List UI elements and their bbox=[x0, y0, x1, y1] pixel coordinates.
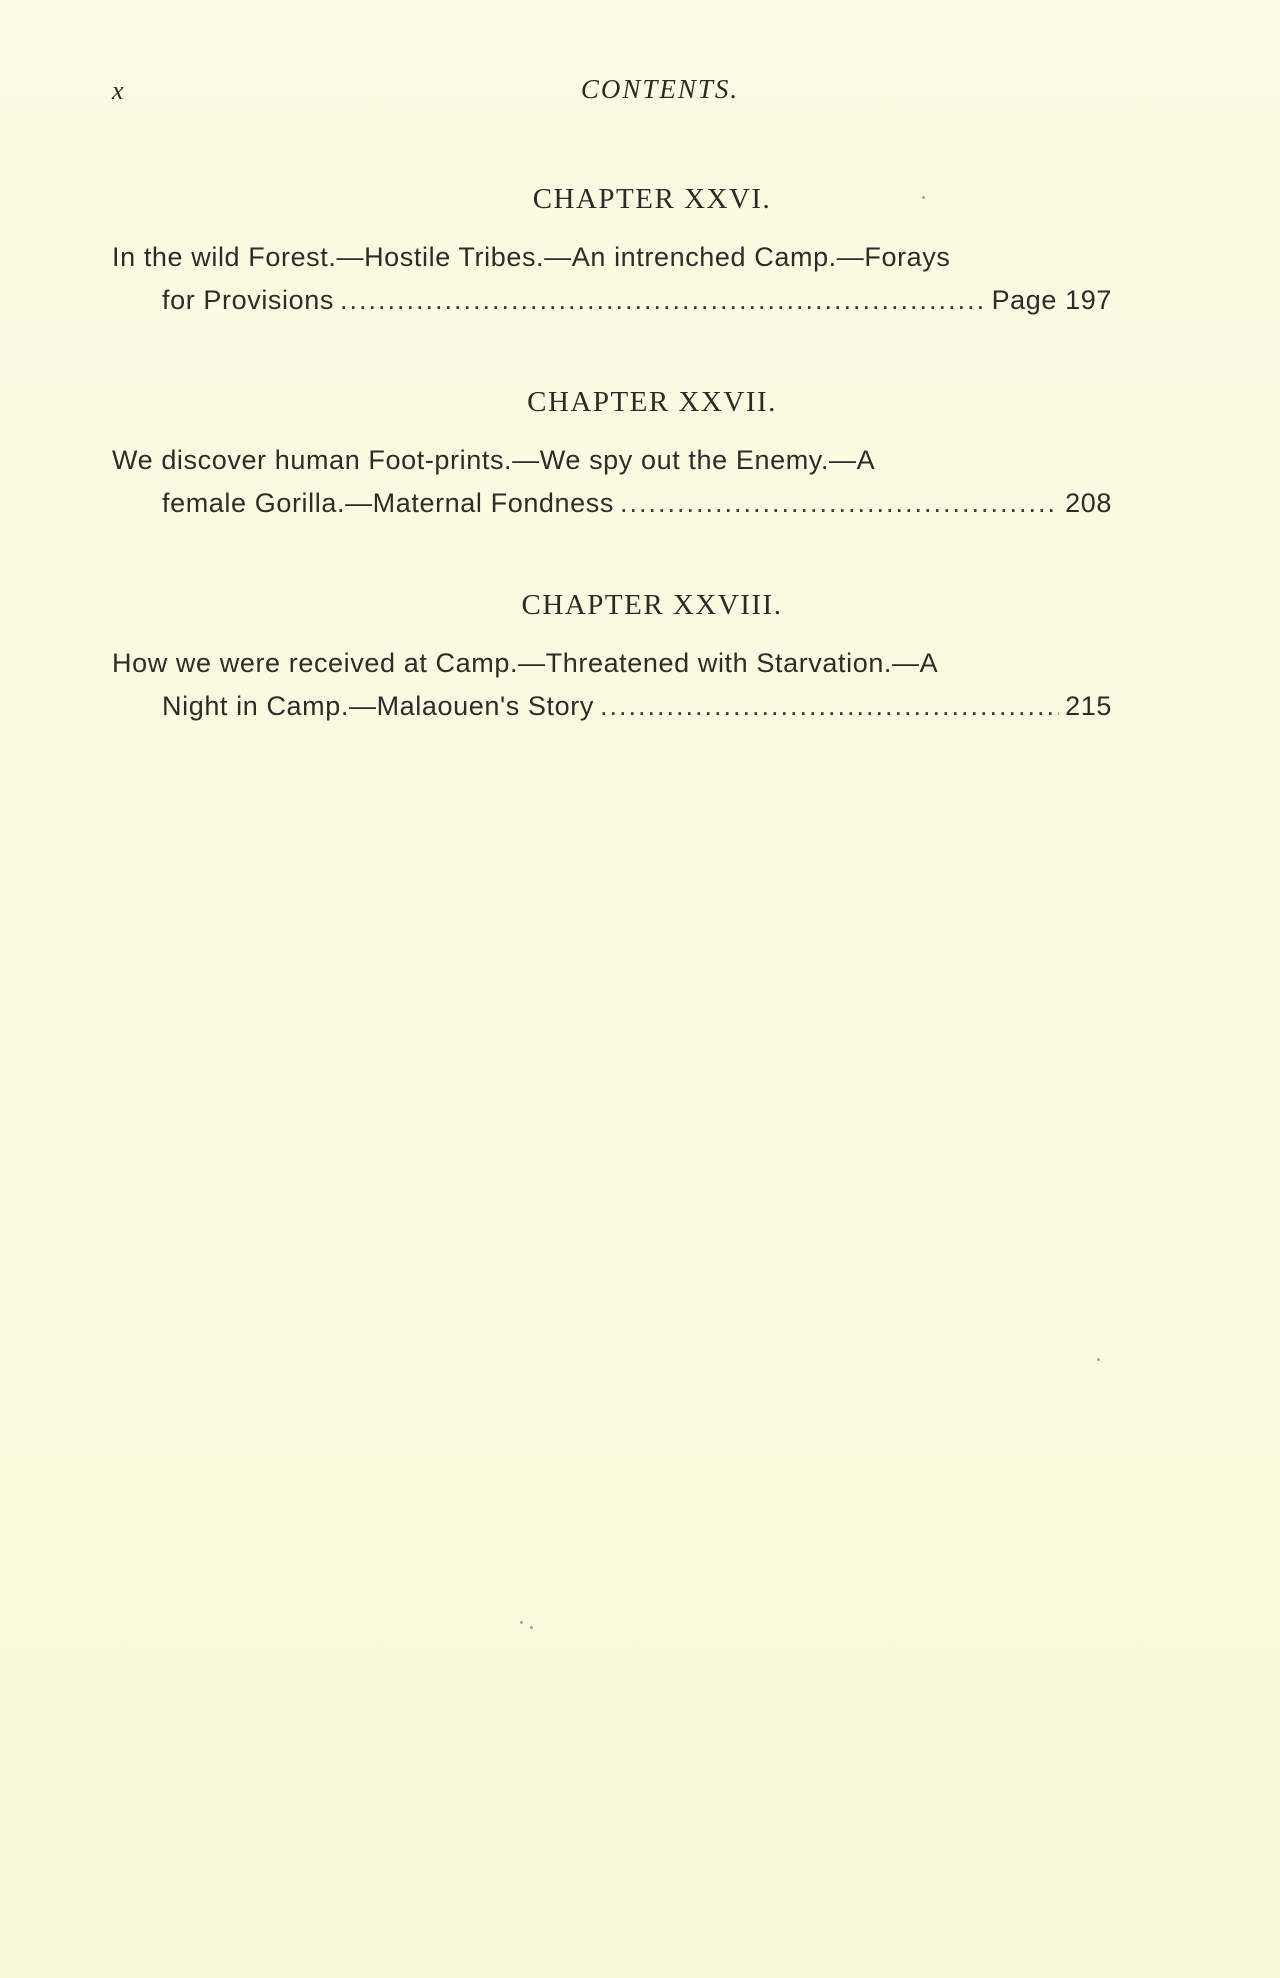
chapter-summary-line: for Provisions bbox=[162, 285, 334, 315]
running-head-title: CONTENTS. bbox=[580, 74, 740, 104]
page-number: 208 bbox=[1065, 488, 1112, 518]
chapter-summary-last-line bbox=[112, 482, 1112, 525]
chapter-heading: CHAPTER XXVIII. bbox=[521, 589, 783, 621]
chapter-heading: CHAPTER XXVII. bbox=[527, 386, 777, 418]
running-head bbox=[0, 74, 1280, 114]
chapter-summary-line: female Gorilla.—Maternal Fondness bbox=[162, 488, 614, 518]
chapter-summary-last-line bbox=[112, 279, 1112, 322]
dot-leader bbox=[600, 685, 1059, 728]
contents-chapter-xxvii bbox=[112, 386, 1152, 525]
page-folio: x bbox=[112, 76, 125, 105]
page-number: 215 bbox=[1065, 691, 1112, 721]
paper-speck bbox=[530, 1626, 533, 1629]
chapter-summary-line: Night in Camp.—Malaouen's Story bbox=[162, 691, 594, 721]
chapter-summary-line: How we were received at Camp.—Threatened with Starvation.—A bbox=[112, 648, 939, 678]
chapter-summary-line: We discover human Foot-prints.—We spy out the Enemy.—A bbox=[112, 445, 876, 475]
chapter-summary bbox=[112, 236, 1152, 322]
chapter-summary-line: In the wild Forest.—Hostile Tribes.—An intrenched Camp.—Forays bbox=[112, 242, 951, 272]
contents-chapter-xxviii bbox=[112, 589, 1152, 728]
page-number: Page 197 bbox=[991, 285, 1112, 315]
chapter-summary bbox=[112, 642, 1152, 728]
paper-speck bbox=[520, 1621, 523, 1624]
contents-chapter-xxvi bbox=[112, 183, 1152, 322]
chapter-summary-last-line bbox=[112, 685, 1112, 728]
chapter-summary bbox=[112, 439, 1152, 525]
paper-speck bbox=[922, 196, 925, 199]
paper-speck bbox=[1097, 1358, 1100, 1361]
dot-leader bbox=[620, 482, 1059, 525]
dot-leader bbox=[340, 279, 986, 322]
chapter-heading: CHAPTER XXVI. bbox=[532, 183, 772, 215]
